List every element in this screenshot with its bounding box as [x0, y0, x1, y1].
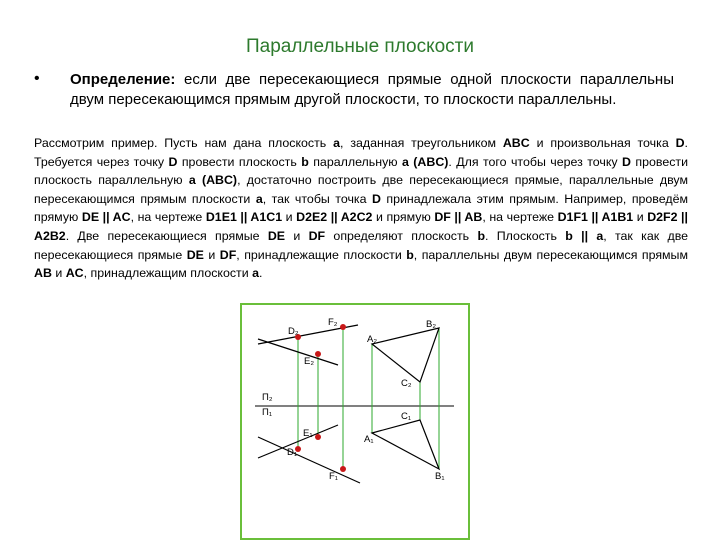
- example-text-run: , на чертеже: [482, 210, 558, 225]
- example-text-run: , так как две пересекающиеся прямые: [34, 228, 689, 262]
- label-a1: A₁: [364, 434, 374, 445]
- upper-projection-lines: [258, 325, 439, 382]
- example-bold-run: ABC: [502, 136, 530, 150]
- example-text-run: , заданная треугольником: [340, 136, 503, 150]
- label-c2: C₂: [401, 378, 412, 389]
- example-text-run: , принадлежащие плоскости: [236, 247, 407, 262]
- example-text-run: , достаточно построить две пересекающиеся прямые, параллельные двум пересекающимся прямым плоскости: [34, 173, 688, 206]
- example-bold-run: b || a: [565, 228, 604, 243]
- example-bold-run: DE: [267, 228, 286, 243]
- example-text-run: параллельную: [308, 154, 402, 169]
- example-bold-run: D1F1 || A1B1: [557, 210, 634, 225]
- example-text-run: и прямую: [372, 210, 435, 225]
- label-b1: B₁: [435, 471, 445, 482]
- construction-drawing: [240, 303, 470, 540]
- page-title: Параллельные плоскости: [245, 36, 474, 57]
- lower-projection-lines: [258, 420, 439, 483]
- label-f2: F₂: [328, 317, 338, 328]
- example-bold-run: DF: [308, 228, 326, 243]
- example-bold-run: b: [301, 154, 309, 169]
- example-text-run: и: [203, 247, 220, 262]
- construction-drawing-svg: [240, 303, 470, 540]
- example-bold-run: a: [252, 266, 259, 281]
- label-e2: E₂: [304, 356, 315, 367]
- axis-label-p2: П₂: [262, 392, 273, 403]
- example-text-run: и произвольная точка: [529, 136, 676, 150]
- example-text-run: , на чертеже: [130, 210, 206, 225]
- example-bold-run: D: [168, 154, 178, 169]
- point-e2: [315, 351, 321, 357]
- example-bold-run: D: [675, 136, 685, 150]
- label-d2: D₂: [288, 326, 299, 337]
- example-bold-run: b: [406, 247, 414, 262]
- example-text-run: . Две пересекающиеся прямые: [65, 228, 268, 243]
- example-text-run: . Плоскость: [485, 228, 566, 243]
- label-f1: F₁: [329, 471, 339, 482]
- example-bold-run: b: [477, 228, 486, 243]
- example-text-run: принадлежала этим прямым. Например, проведём прямую: [34, 191, 689, 225]
- example-text-run: , так чтобы точка: [262, 191, 372, 206]
- example-bold-run: AC: [65, 266, 84, 281]
- example-bold-run: a (ABC): [401, 154, 449, 169]
- label-d1: D₁: [287, 447, 298, 458]
- example-text-run: .: [259, 266, 263, 281]
- projection-points: [295, 324, 346, 472]
- example-bold-run: D: [622, 154, 631, 169]
- example-text-run: . Требуется через точку: [34, 136, 688, 169]
- example-bold-run: a: [255, 191, 263, 206]
- example-text-run: , принадлежащим плоскости: [83, 266, 253, 281]
- example-bold-run: D2E2 || A2C2: [296, 210, 373, 225]
- example-text-run: и: [51, 266, 66, 281]
- bullet-marker: •: [34, 70, 40, 87]
- definition-term: Определение:: [70, 71, 176, 88]
- example-text-run: , параллельны двум пересекающимся прямым: [413, 247, 688, 262]
- label-e1: E₁: [303, 428, 313, 439]
- example-text-run: и: [285, 228, 309, 243]
- line-d1-f1: [258, 437, 360, 483]
- example-text-run: . Для того чтобы через точку: [448, 154, 623, 169]
- example-text-run: и: [633, 210, 648, 225]
- point-e1: [315, 434, 321, 440]
- definition-body: если две пересекающиеся прямые одной плоскости параллельны двум пересекающимся прямым другой плоскости, то плоскости параллельны.: [70, 71, 674, 108]
- example-text-run: определяют плоскость: [325, 228, 478, 243]
- label-c1: C₁: [401, 411, 412, 422]
- example-paragraph: [34, 134, 688, 283]
- example-text-run: провести плоскость: [177, 154, 302, 169]
- example-bold-run: D: [371, 191, 381, 206]
- axis-label-p1: П₁: [262, 407, 273, 418]
- example-text-run: провести плоскость параллельную: [34, 154, 689, 188]
- triangle-a2-b2-c2: [372, 328, 439, 382]
- example-bold-run: D2F2 || A2B2: [34, 210, 688, 243]
- point-f2: [340, 324, 346, 330]
- label-a2: A₂: [367, 334, 378, 345]
- example-bold-run: D1E1 || A1C1: [205, 210, 283, 225]
- definition-text: [70, 70, 674, 110]
- example-bold-run: DF || AB: [434, 210, 483, 225]
- example-bold-run: a: [333, 136, 341, 150]
- example-bold-run: a (ABC): [188, 173, 238, 188]
- projection-connection-lines: [298, 327, 439, 469]
- example-bold-run: AB: [34, 266, 52, 281]
- example-bold-run: DE || AC: [81, 210, 131, 225]
- example-text-run: и: [282, 210, 297, 225]
- example-bold-run: DE: [186, 247, 204, 262]
- label-b2: B₂: [426, 319, 437, 330]
- example-bold-run: DF: [219, 247, 237, 262]
- example-text-run: Рассмотрим пример. Пусть нам дана плоскость: [34, 136, 334, 150]
- triangle-a1-c1-b1: [372, 420, 439, 469]
- point-f1: [340, 466, 346, 472]
